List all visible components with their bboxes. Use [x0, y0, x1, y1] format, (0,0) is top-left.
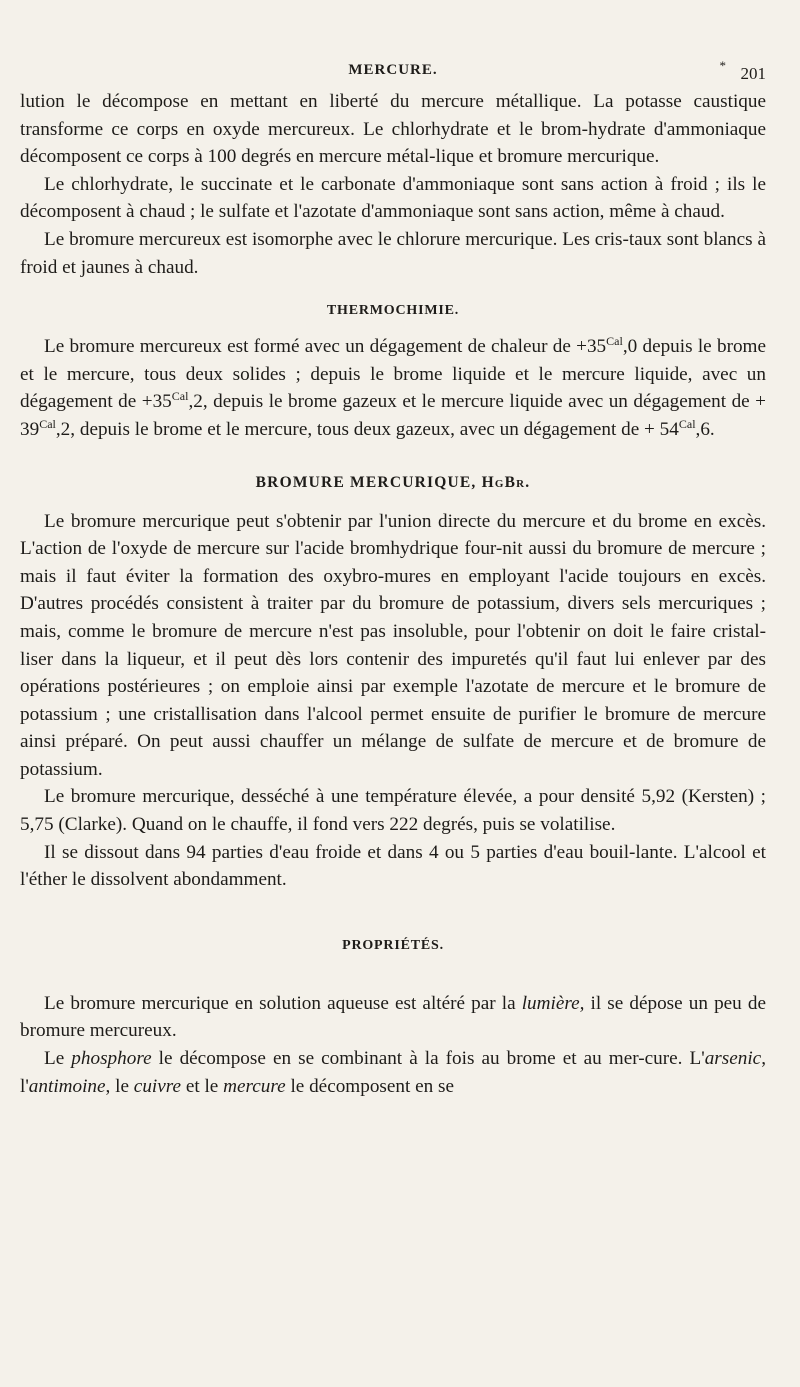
- page-number: 201: [740, 64, 766, 83]
- prop-emphasis: mercure: [223, 1075, 286, 1097]
- prop-emphasis: antimoine: [28, 1075, 106, 1097]
- prop-text: Le: [44, 1048, 72, 1070]
- prop-text: , le: [105, 1075, 134, 1097]
- paragraph-lumiere: [20, 990, 766, 1045]
- paragraph-isomorphe: Le bromure mercureux est isomorphe avec le chlorure mercurique. Les cris-taux sont blancs à froid et jaunes à chaud.: [20, 228, 766, 278]
- prop-emphasis: lumière,: [521, 992, 585, 1014]
- running-title: MERCURE.: [348, 62, 438, 78]
- unit-cal: Cal: [606, 334, 623, 349]
- unit-cal: Cal: [678, 416, 696, 431]
- prop-emphasis: arsenic: [704, 1048, 762, 1070]
- paragraph-densite: Le bromure mercurique, desséché à une température élevée, a pour densité 5,92 (Kersten) ; 5,75 (Clarke). Quand on le chauffe, il fond vers 222 degrés, puis se volatilise.: [20, 786, 766, 836]
- prop-text: le décomposent en se: [285, 1075, 455, 1097]
- paragraph-solubilite: Il se dissout dans 94 parties d'eau froide et dans 4 ou 5 parties d'eau bouil-lante. L'alcool et l'éther le dissolvent abondamment.: [20, 841, 766, 891]
- prop-text: et le: [181, 1075, 224, 1097]
- prop-text: il se dépose un peu de bromure mercureux.: [20, 992, 766, 1042]
- unit-cal: Cal: [171, 389, 189, 404]
- thermo-text-4: ,2, depuis le brome et le mercure, tous deux gazeux, avec un dégagement de + 54: [55, 418, 679, 440]
- section-heading-proprietes: PROPRIÉTÉS.: [342, 937, 444, 953]
- paragraph-preparation: Le bromure mercurique peut s'obtenir par l'union directe du mercure et du brome en excès. L'action de l'oxyde de mercure sur l'acide bromhydrique four-nit aussi du bromure de mercure ; mais il faut éviter la formation des oxybro-mures en employant l'acide toujours en excès. D'autres procédés consistent à traiter par du bromure de potassium, divers sels mercuriques ; mais, comme le bromure de mercure n'est pas insoluble, pour l'obtenir on doit le faire cristal-liser dans la liqueur, et il peut dès lors contenir des impuretés qu'il faut lui enlever par des opérations postérieures ; on emploie ainsi par exemple l'azotate de mercure et le bromure de potassium ; une cristallisation dans l'alcool permet ensuite de purifier le bromure de mercure ainsi préparé. On peut aussi chauffer un mélange de sulfate de mercure et de bromure de potassium.: [20, 510, 766, 780]
- prop-text: le décompose en se combinant à la fois au brome et au mer-cure. L': [151, 1048, 705, 1070]
- paragraph-thermochimie: [20, 333, 766, 443]
- running-head: [20, 58, 766, 88]
- paragraph-phosphore: [20, 1045, 766, 1100]
- prop-emphasis: phosphore: [71, 1048, 152, 1070]
- thermo-text-1: Le bromure mercureux est formé avec un dégagement de chaleur de +35: [44, 336, 607, 358]
- unit-cal: Cal: [39, 416, 56, 431]
- section-heading-bromure-mercurique: BROMURE MERCURIQUE, HgBr.: [255, 473, 531, 491]
- prop-emphasis: cuivre: [133, 1075, 182, 1097]
- paragraph-continuation: lution le décompose en mettant en liberté du mercure métallique. La potasse caustique transforme ce corps en oxyde mercureux. Le chlorhydrate et le brom-hydrate d'ammoniaque décomposent ce corps à 100 degrés en mercure métal-lique et bromure mercurique.: [20, 91, 766, 168]
- thermo-text-3: ,2, depuis le brome gazeux et le mercure liquide avec un dégagement de + 39: [20, 391, 766, 440]
- section-heading-thermochimie: THERMOCHIMIE.: [326, 303, 460, 319]
- prop-text: Le bromure mercurique en solution aqueuse est altéré par la: [44, 992, 522, 1014]
- thermo-text-5: ,6.: [695, 418, 715, 440]
- asterisk-mark: *: [719, 58, 726, 73]
- paragraph-chlorhydrate: Le chlorhydrate, le succinate et le carbonate d'ammoniaque sont sans action à froid ; ils le décomposent à chaud ; le sulfate et l'azotate d'ammoniaque sont sans action, même à chaud.: [20, 173, 766, 223]
- prop-text: , l': [20, 1048, 766, 1097]
- thermo-text-2: ,0 depuis le brome et le mercure, tous deux solides ; depuis le brome liquide et le mercure liquide, avec un dégagement de +35: [20, 336, 766, 413]
